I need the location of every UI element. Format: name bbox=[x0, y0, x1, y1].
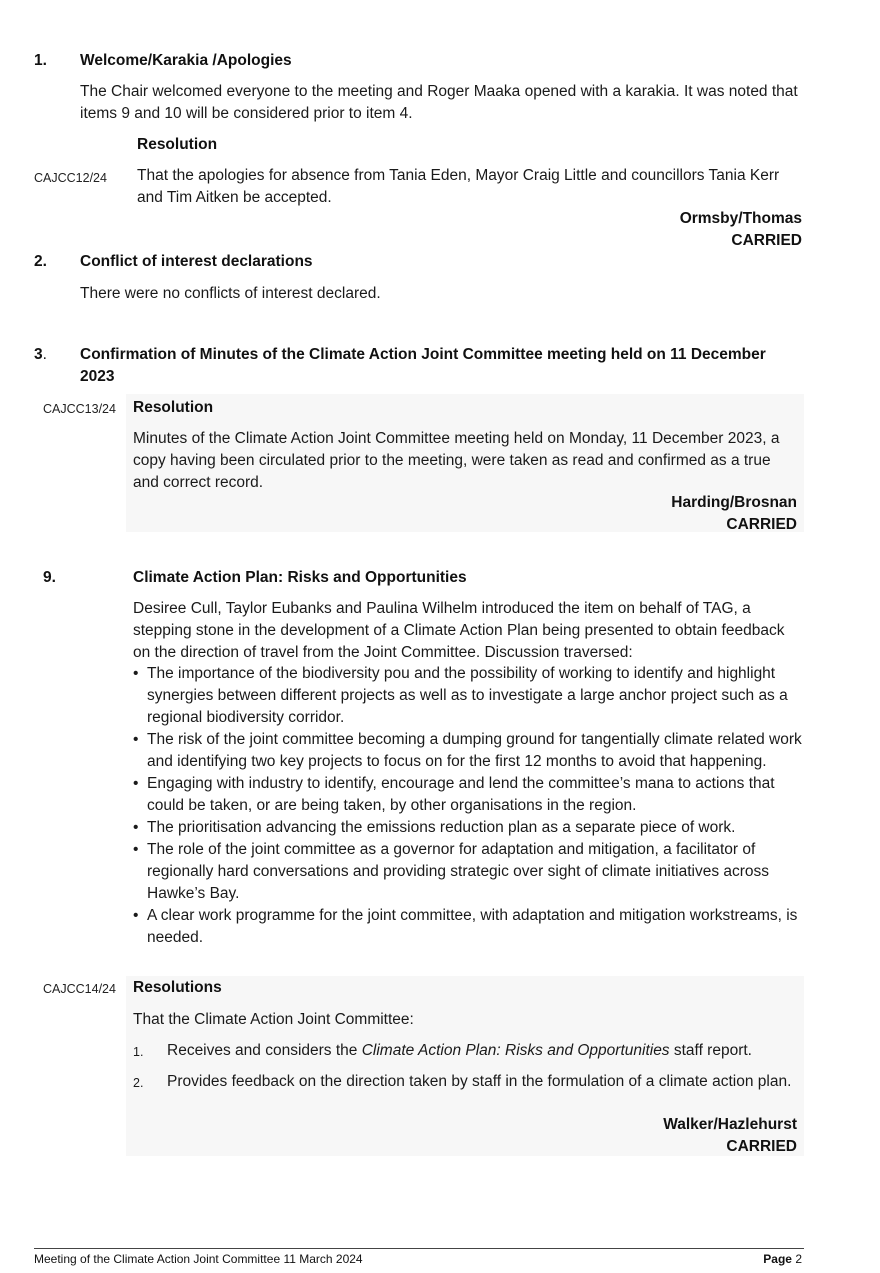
section-1-number: 1. bbox=[34, 52, 47, 69]
list-item: 1. Receives and considers the Climate Action Plan: Risks and Opportunities staff report. bbox=[133, 1040, 798, 1062]
section-1-resolution-heading: Resolution bbox=[137, 136, 218, 153]
section-9-intro: Desiree Cull, Taylor Eubanks and Paulina Wilhelm introduced the item on behalf of TAG, a stepping stone in the development of a Climate Action Plan being presented to obtain feedback on the direction of travel from the Joint Committee. Discussion traversed: bbox=[133, 600, 785, 661]
list-item: 2. Provides feedback on the direction taken by staff in the formulation of a climate action plan. bbox=[133, 1071, 798, 1093]
list-item: • The risk of the joint committee becoming a dumping ground for tangentially climate related work and identifying two key projects to focus on for the first 12 months to avoid that happening. bbox=[133, 729, 803, 773]
section-9-resolution-code: CAJCC14/24 bbox=[43, 982, 116, 996]
section-1-resolution-text: That the apologies for absence from Tania Eden, Mayor Craig Little and councillors Tania Kerr and Tim Aitken be accepted. bbox=[137, 167, 780, 206]
section-9-title: Climate Action Plan: Risks and Opportunities bbox=[133, 569, 467, 586]
section-3-number: 3. bbox=[34, 346, 47, 363]
footer-meeting-title: Meeting of the Climate Action Joint Committee 11 March 2024 bbox=[34, 1252, 363, 1266]
list-item-number: 1. bbox=[133, 1045, 144, 1059]
list-item-number: 2. bbox=[133, 1076, 144, 1090]
section-3-resolution-code: CAJCC13/24 bbox=[43, 402, 116, 416]
footer-page bbox=[700, 1251, 802, 1267]
section-9-number: 9. bbox=[43, 569, 56, 586]
section-9-resolution-list bbox=[133, 1040, 798, 1102]
list-item: • The role of the joint committee as a governor for adaptation and mitigation, a facilitator of regionally hard conversations and providing strategic over sight of climate initiatives across Hawke’s Bay. bbox=[133, 839, 803, 905]
section-1-resolution-code: CAJCC12/24 bbox=[34, 171, 107, 185]
list-item: • Engaging with industry to identify, encourage and lend the committee’s mana to actions that could be taken, or are being taken, by other organisations in the region. bbox=[133, 773, 803, 817]
section-9-resolution-intro: That the Climate Action Joint Committee: bbox=[133, 1011, 414, 1028]
footer-page-number: 2 bbox=[795, 1252, 802, 1266]
section-3-carried: CARRIED bbox=[726, 516, 797, 533]
section-9-bullet-list bbox=[133, 663, 803, 949]
section-1-title: Welcome/Karakia /Apologies bbox=[80, 52, 292, 69]
section-1-carried: CARRIED bbox=[731, 232, 802, 249]
section-3-title: Confirmation of Minutes of the Climate Action Joint Committee meeting held on 11 December 2023 bbox=[80, 346, 766, 385]
list-item: • A clear work programme for the joint committee, with adaptation and mitigation workstreams, is needed. bbox=[133, 905, 803, 949]
footer-page-label: Page bbox=[763, 1252, 792, 1266]
section-9-carried: CARRIED bbox=[726, 1138, 797, 1155]
section-3-resolution-text: Minutes of the Climate Action Joint Committee meeting held on Monday, 11 December 2023, a copy having been circulated prior to the meeting, were taken as read and confirmed as a true and correct record. bbox=[133, 430, 780, 491]
section-1-movers: Ormsby/Thomas bbox=[679, 210, 802, 227]
section-1-text: The Chair welcomed everyone to the meeting and Roger Maaka opened with a karakia. It was noted that items 9 and 10 will be considered prior to item 4. bbox=[80, 83, 798, 122]
section-2-title: Conflict of interest declarations bbox=[80, 253, 313, 270]
report-title: Climate Action Plan: Risks and Opportunities bbox=[361, 1042, 670, 1059]
list-item: • The prioritisation advancing the emissions reduction plan as a separate piece of work. bbox=[133, 817, 803, 839]
section-3-movers: Harding/Brosnan bbox=[671, 494, 797, 511]
section-9-resolution-heading: Resolutions bbox=[133, 979, 222, 996]
section-2-number: 2. bbox=[34, 253, 47, 270]
footer-divider bbox=[34, 1248, 804, 1249]
section-3-resolution-heading: Resolution bbox=[133, 399, 214, 416]
section-9-movers: Walker/Hazlehurst bbox=[663, 1116, 797, 1133]
section-2-text: There were no conflicts of interest declared. bbox=[80, 285, 381, 302]
list-item: • The importance of the biodiversity pou and the possibility of working to identify and highlight synergies between different projects as well as to investigate a large anchor project such as a regional biodiversity corridor. bbox=[133, 663, 803, 729]
